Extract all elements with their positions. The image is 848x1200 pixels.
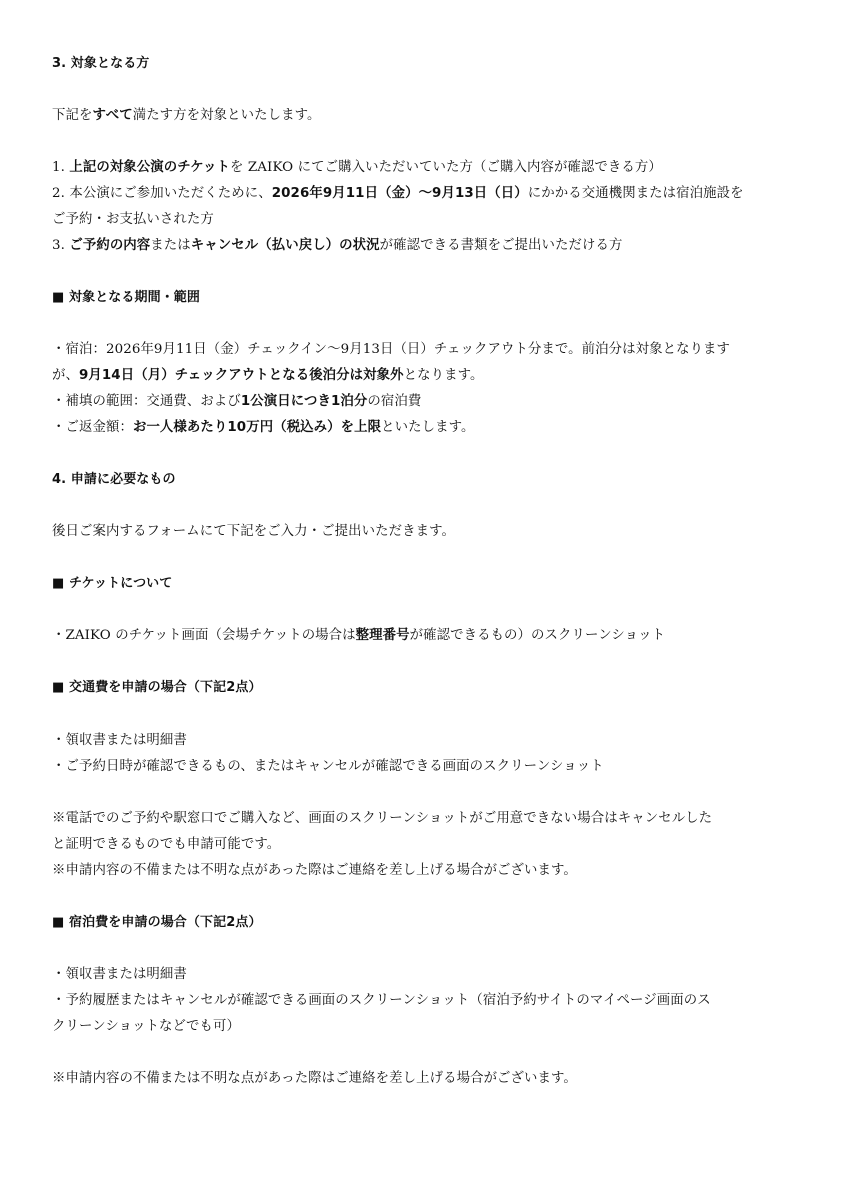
- lodging-item-2: ・予約履歴またはキャンセルが確認できる画面のスクリーンショット（宿泊予約サイトのマイページ画面のス: [52, 993, 711, 1008]
- condition-item-3: 3. ご予約の内容またはキャンセル（払い戻し）の状況が確認できる書類をご提出いただける方: [52, 238, 623, 253]
- lodging-heading: ■ 宿泊費を申請の場合（下記2点）: [52, 915, 262, 930]
- transport-note-2: ※申請内容の不備または不明な点があった際はご連絡を差し上げる場合がございます。: [52, 863, 577, 878]
- period-coverage: ・補填の範囲：交通費、および1公演日につき1泊分の宿泊費: [52, 394, 422, 409]
- ticket-requirement: ・ZAIKO のチケット画面（会場チケットの場合は整理番号が確認できるもの）のスクリーンショット: [52, 628, 666, 643]
- period-heading: ■ 対象となる期間・範囲: [52, 290, 201, 305]
- transport-note-1: ※電話でのご予約や駅窓口でご購入など、画面のスクリーンショットがご用意できない場合はキャンセルした: [52, 811, 713, 826]
- lodging-note: ※申請内容の不備または不明な点があった際はご連絡を差し上げる場合がございます。: [52, 1071, 577, 1086]
- period-lodging: ・宿泊：2026年9月11日（金）チェックイン〜9月13日（日）チェックアウト分まで。前泊分は対象となります: [52, 342, 731, 357]
- period-refund-amount: ・ご返金額：お一人様あたり10万円（税込み）を上限といたします。: [52, 420, 475, 435]
- section-4-heading: 4. 申請に必要なもの: [52, 472, 176, 487]
- condition-item-2-cont: ご予約・お支払いされた方: [52, 212, 214, 227]
- period-lodging-cont: が、9月14日（月）チェックアウトとなる後泊分は対象外となります。: [52, 368, 484, 383]
- ticket-heading: ■ チケットについて: [52, 576, 173, 591]
- transport-heading: ■ 交通費を申請の場合（下記2点）: [52, 680, 262, 695]
- condition-item-2: 2. 本公演にご参加いただくために、2026年9月11日（金）〜9月13日（日）にかかる交通機関または宿泊施設を: [52, 186, 744, 201]
- section-4-intro: 後日ご案内するフォームにて下記をご入力・ご提出いただきます。: [52, 524, 455, 539]
- transport-item-2: ・ご予約日時が確認できるもの、またはキャンセルが確認できる画面のスクリーンショット: [52, 759, 604, 774]
- section-3-heading: 3. 対象となる方: [52, 56, 150, 71]
- transport-item-1: ・領収書または明細書: [52, 733, 187, 748]
- lodging-item-1: ・領収書または明細書: [52, 967, 187, 982]
- section-3-intro: 下記をすべて満たす方を対象といたします。: [52, 108, 321, 123]
- condition-item-1: 1. 上記の対象公演のチケットを ZAIKO にてご購入いただいていた方（ご購入内容が確認できる方）: [52, 160, 662, 175]
- lodging-item-2-cont: クリーンショットなどでも可）: [52, 1019, 240, 1034]
- transport-note-1-cont: と証明できるものでも申請可能です。: [52, 837, 281, 852]
